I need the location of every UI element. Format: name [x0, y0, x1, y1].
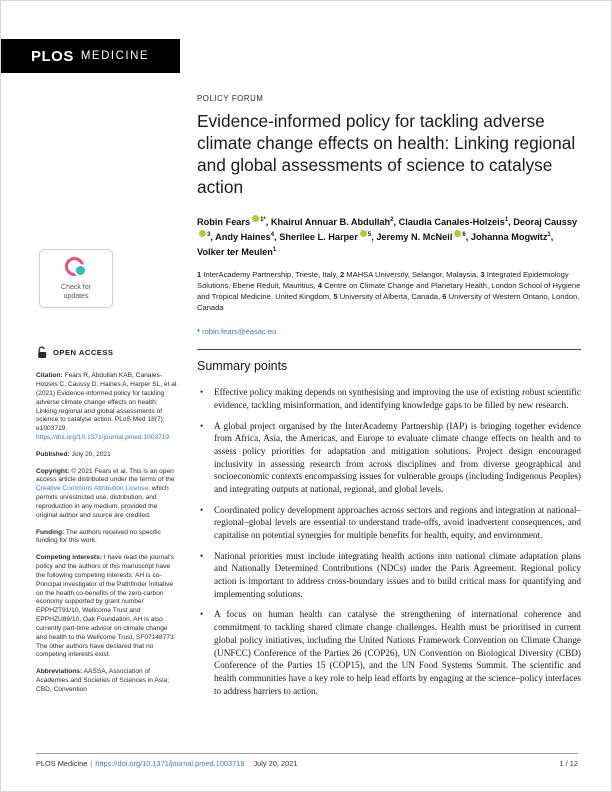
- author-affiliation-number: 1: [272, 246, 277, 253]
- footer-doi-link[interactable]: https://doi.org/10.1371/journal.pmed.1003719: [95, 759, 245, 768]
- article-type: POLICY FORUM: [197, 94, 264, 103]
- summary-points-heading: Summary points: [197, 359, 288, 374]
- citation-doi-link[interactable]: https://doi.org/10.1371/journal.pmed.1003719: [36, 433, 170, 441]
- affiliation-number: 1: [197, 269, 204, 279]
- affiliation-list: 1 InterAcademy Partnership, Trieste, Italy, 2 MAHSA University, Selangor, Malaysia, 3 Integrated Epidemiology Solutions, Ebene Reduit, Mauritius, 4 Centre on Climate Change and Planetary Health, London School of Hygiene and Tropical Medicine, United Kingdom, 5 University of Alberta, Canada, 6 University of Western Ontario, London, Canada: [197, 269, 581, 312]
- article-main: [197, 94, 581, 705]
- competing-interests-text: I have read the journal's policy and the authors of this manuscript have the following competing interests: AH is co-Principal investigator of the Pathfinder Initiative on the health co-benefits of the zero-carbon economy supported by grant number EPPHZT91/10, Wellcome Trust and EPPHZU89/10, Oak Foundation. AH is also currently part-time advisor on climate change and health to the Wellcome Trust, SF07148773. The other authors have declared that no competing interests exist.: [36, 554, 176, 659]
- funding-block: [36, 529, 179, 547]
- page-footer: [36, 753, 578, 768]
- check-for-updates-badge[interactable]: [39, 249, 113, 308]
- footer-date: July 20, 2021: [253, 759, 298, 768]
- author-name: Jeremy N. McNeil: [376, 231, 453, 242]
- footer-separator: |: [90, 759, 93, 768]
- corresponding-star: *: [197, 327, 200, 337]
- affiliation-number: 4: [317, 280, 325, 290]
- author-affiliation-number: 1*: [260, 216, 266, 223]
- affiliation-number: 3: [480, 269, 487, 279]
- author-affiliation-number: 2: [390, 216, 394, 223]
- abbreviations-block: [36, 668, 179, 694]
- orcid-icon[interactable]: [252, 215, 259, 222]
- citation-block: [36, 372, 179, 443]
- summary-point: • A focus on human health can catalyse the strengthening of international coherence and commitment to tackling shared climate change challenges. Health must be prioritised in current global policy initiatives, including the United Nations Framework Convention on Climate Change (UNFCC) Conference of the Parties 26 (COP26), UN Convention on Biological Diversity (CBD) Conference of the Parties 15 (COP15), and the UN Food Systems Summit. The scientific and health communities have a key role to help lead efforts by engaging at the science–policy interfaces to address barriers to action.: [197, 608, 581, 697]
- competing-interests-block: [36, 554, 179, 660]
- author-name: Robin Fears: [197, 216, 251, 227]
- page-number: 1 / 12: [559, 759, 578, 768]
- footer-citation: [36, 759, 297, 768]
- open-access-row: [37, 346, 179, 359]
- affiliation-number: 6: [442, 291, 449, 301]
- citation-label: Citation:: [36, 372, 63, 380]
- corresponding-email-link[interactable]: robin.fears@easac.eu: [201, 327, 277, 337]
- crossmark-dot: [74, 264, 87, 277]
- published-date: July 20, 2021: [71, 450, 111, 458]
- sidebar: [36, 249, 179, 703]
- copyright-text-before: © 2021 Fears et al. This is an open access article distributed under the terms of the: [36, 467, 175, 484]
- summary-point: • Effective policy making depends on synthesising and improving the use of existing robust scientific evidence, tackling misinformation, and identifying knowledge gaps to be filled by new research.: [197, 386, 581, 411]
- funding-label: Funding:: [36, 528, 65, 536]
- author-affiliation-number: 4: [270, 231, 275, 238]
- orcid-icon[interactable]: [454, 230, 461, 237]
- summary-point: • National priorities must include integrating health actions into national climate adaptation plans and Nationally Determined Contributions (NDCs) under the Paris Agreement. Regional policy action is important to address cross-boundary issues and to build critical mass for quantifying and implementing solutions.: [197, 550, 581, 601]
- copyright-text-after: , which permits unrestricted use, distribution, and reproduction in any medium, provided the original author and source are credited.: [36, 485, 169, 519]
- author-name: Khairul Annuar B. Abdullah: [270, 216, 391, 227]
- competing-interests-label: Competing interests:: [36, 554, 102, 562]
- open-access-label: OPEN ACCESS: [53, 348, 114, 358]
- author-name: Volker ter Meulen: [197, 246, 273, 257]
- published-label: Published:: [36, 450, 70, 458]
- abbreviations-label: Abbreviations:: [36, 668, 83, 676]
- author-name: Sherilee L. Harper: [279, 231, 358, 242]
- footer-journal-name: PLOS Medicine: [36, 759, 88, 768]
- summary-points-list: [197, 386, 581, 697]
- affiliation-number: 2: [339, 269, 347, 279]
- author-list: Robin Fears $^{1*}$, Khairul Annuar B. Abdullah$^2$, Claudia Canales-Holzeis$^1$, Deoraj Caussy$^3$, Andy Haines$^4$, Sherilee L. Harper $^5$, Jeremy N. McNeil $^6$, Johanna Mogwitz$^1$, Volker ter Meulen$^1$: [197, 216, 578, 257]
- author-name: Andy Haines: [215, 231, 271, 242]
- cc-license-link[interactable]: Creative Commons Attribution License: [36, 485, 149, 493]
- check-for-updates-line1: Check for: [61, 284, 91, 291]
- crossmark-icon: [65, 257, 87, 279]
- summary-point: • Coordinated policy development approaches across sectors and regions and integration at national–regional–global levels are essential to understand trade-offs, avoid inadvertent consequences, and capitalise on potential synergies for multiple benefits for health, equity, and environment.: [197, 504, 581, 542]
- published-block: [36, 451, 179, 460]
- author-affiliation-number: 1: [504, 216, 509, 223]
- author-affiliation-number: 5: [367, 231, 372, 238]
- abbreviations-text: AASSA, Association of Academies and Societies of Sciences in Asia; CBD, Convention: [36, 668, 170, 693]
- summary-point: • A global project organised by the InterAcademy Partnership (IAP) is bringing together evidence from Africa, Asia, the Americas, and Europe to evaluate climate change effects on health and to assess policy priorities for adaptation and mitigation solutions. Project design encouraged inclusivity in assessing research from across disciplines and from diverse geographical and socioeconomic contexts encompassing issues for vulnerable groups (including Indigenous Peoples) and integrating outputs at national, regional, and global levels.: [197, 420, 581, 496]
- check-for-updates-label: [44, 283, 108, 301]
- copyright-label: Copyright:: [36, 467, 70, 475]
- author-name: Johanna Mogwitz: [470, 231, 548, 242]
- orcid-icon[interactable]: [360, 230, 367, 237]
- author-name: Deoraj Caussy: [513, 216, 578, 227]
- plos-journal-name: MEDICINE: [80, 50, 150, 62]
- citation-text: Fears R, Abdullah KAB, Canales-Holzeis C, Caussy D, Haines A, Harper SL, et al. (2021) Evidence-informed policy for tackling adverse climate change effects on health: Linking regional and global assessments of science to catalyse action. PLoS Med 18(7): e1003719.: [36, 372, 179, 433]
- check-for-updates-line2: updates: [63, 293, 89, 301]
- author-affiliation-number: 1: [547, 231, 551, 238]
- author-affiliation-number: 6: [462, 231, 466, 238]
- author-name: Claudia Canales-Holzeis: [398, 216, 505, 227]
- copyright-block: [36, 468, 179, 521]
- author-affiliation-number: 3: [207, 231, 211, 238]
- affiliation-number: 5: [333, 291, 340, 301]
- summary-points-section: [197, 349, 581, 697]
- plos-logo: [1, 39, 180, 73]
- article-title: Evidence-informed policy for tackling adverse climate change effects on health: Linking regional and global assessments of science to catalyse action: [197, 111, 576, 197]
- orcid-icon[interactable]: [199, 230, 206, 237]
- open-lock-icon: [37, 346, 48, 359]
- funding-text: The authors received no specific funding for this work.: [36, 528, 161, 545]
- plos-logo-text: PLOS: [31, 47, 74, 65]
- corresponding-email-line: [197, 327, 581, 336]
